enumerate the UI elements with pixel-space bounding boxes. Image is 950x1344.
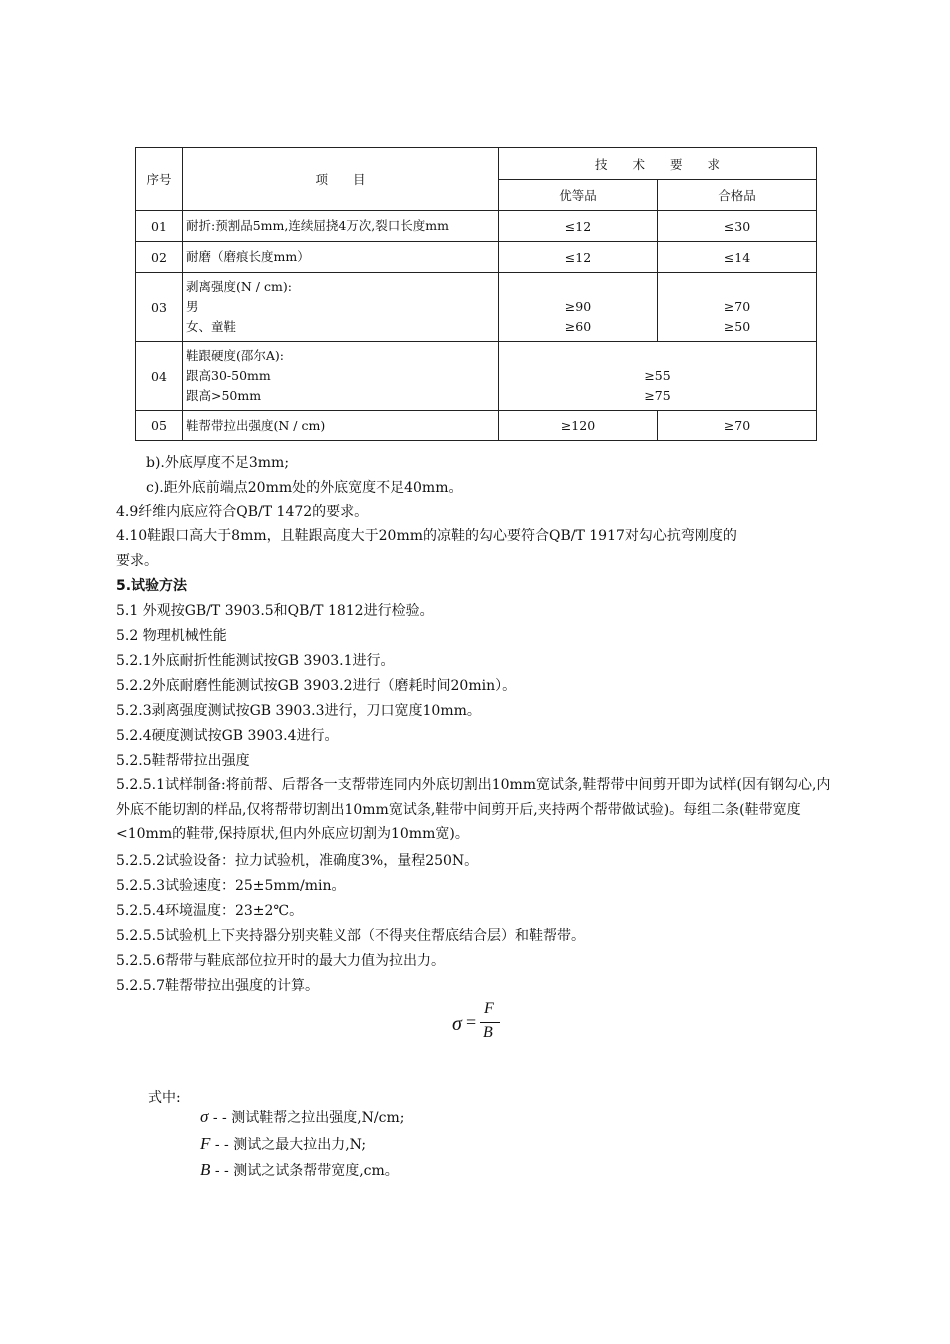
- legend-item: [200, 1108, 404, 1127]
- header-qualified: 合格品: [658, 180, 817, 211]
- table-row: [136, 211, 817, 242]
- row-value-line: ≥55: [644, 368, 671, 383]
- row-no: 03: [136, 273, 183, 342]
- section-5-2-5-6: 5.2.5.6帮带与鞋底部位拉开时的最大力值为拉出力。: [116, 953, 445, 969]
- section-4-10-line1: 4.10鞋跟口高大于8mm，且鞋跟高度大于20mm的凉鞋的勾心要符合QB/T 1917对勾心抗弯刚度的: [116, 528, 737, 544]
- clause-b: b).外底厚度不足3mm;: [146, 455, 290, 471]
- header-no: 序号: [136, 148, 183, 211]
- section-5-2-5-7: 5.2.5.7鞋帮带拉出强度的计算。: [116, 978, 319, 994]
- row-no: 05: [136, 411, 183, 441]
- row-item-line: 鞋帮带拉出强度(N / cm): [186, 417, 326, 433]
- section-5-2: 5.2 物理机械性能: [116, 628, 227, 644]
- legend-text: 测试之最大拉出力,N;: [233, 1137, 367, 1153]
- row-item-line: 剥离强度(N / cm):: [186, 279, 292, 294]
- header-tech-requirements: 技 术 要 求: [499, 148, 817, 180]
- table-row: [136, 242, 817, 273]
- row-value-line: ≥50: [723, 319, 751, 334]
- row-value-line: ≥90: [564, 299, 592, 314]
- legend-item: [200, 1135, 366, 1154]
- section-4-10-line2: 要求。: [116, 553, 158, 569]
- legend-symbol: σ: [200, 1107, 209, 1126]
- row-excellent: ≤12: [499, 242, 658, 273]
- formula-numerator: F: [484, 1000, 494, 1017]
- formula-sigma: σ: [452, 1013, 462, 1035]
- legend-intro: 式中:: [148, 1090, 181, 1106]
- legend-symbol: B: [200, 1160, 211, 1179]
- row-item-line: 跟高30-50mm: [186, 368, 271, 383]
- row-item: [183, 273, 499, 342]
- row-value-line: ≥70: [723, 299, 751, 314]
- row-value-line: ≥75: [644, 388, 671, 403]
- row-item: [183, 342, 499, 411]
- header-item: 项 目: [183, 148, 499, 211]
- row-item-line: 女、童鞋: [186, 319, 237, 334]
- row-item-line: 男: [186, 299, 199, 314]
- table-row: [136, 411, 817, 441]
- clause-c: c).距外底前端点20mm处的外底宽度不足40mm。: [146, 480, 463, 496]
- section-5-2-5-1: 5.2.5.1试样制备:将前帮、后帮各一支帮带连同内外底切割出10mm宽试条,鞋帮带中间剪开即为试样(因有钢勾心,内外底不能切割的样品,仅将帮带切割出10mm宽试条,鞋带中间剪开后,夹持两个帮带做试验)。每组二条(鞋带宽度<10mm的鞋带,保持原状,但内外底应切割为10mm宽)。: [116, 777, 831, 842]
- legend-dash: - -: [214, 1137, 229, 1153]
- section-5-heading: 5.试验方法: [116, 578, 188, 594]
- section-5-2-4: 5.2.4硬度测试按GB 3903.4进行。: [116, 728, 339, 744]
- row-qualified: ≥70: [658, 411, 817, 441]
- strength-formula: [448, 1000, 528, 1050]
- table-row: [136, 273, 817, 342]
- legend-item: [200, 1161, 399, 1180]
- section-5-2-5-5: 5.2.5.5试验机上下夹持器分别夹鞋义部（不得夹住帮底结合层）和鞋帮带。: [116, 928, 585, 944]
- table-header-row: [136, 148, 817, 180]
- row-item-line: 耐磨（磨痕长度mm）: [186, 249, 310, 264]
- section-5-1: 5.1 外观按GB/T 3903.5和QB/T 1812进行检验。: [116, 603, 434, 619]
- formula-equals: =: [466, 1012, 477, 1032]
- row-excellent: [499, 273, 658, 342]
- row-item-line: 跟高>50mm: [186, 388, 262, 403]
- legend-dash: - -: [214, 1163, 229, 1179]
- section-5-2-5-4: 5.2.5.4环境温度：23±2℃。: [116, 903, 304, 919]
- formula-denominator: B: [483, 1024, 493, 1041]
- row-no: 01: [136, 211, 183, 242]
- row-excellent: ≥120: [499, 411, 658, 441]
- row-excellent: ≤12: [499, 211, 658, 242]
- section-5-2-5: 5.2.5鞋帮带拉出强度: [116, 753, 250, 769]
- legend-text: 测试之试条帮带宽度,cm。: [233, 1163, 399, 1179]
- row-qualified: ≤14: [658, 242, 817, 273]
- section-4-9: 4.9纤维内底应符合QB/T 1472的要求。: [116, 504, 369, 520]
- table-row: [136, 342, 817, 411]
- row-no: 04: [136, 342, 183, 411]
- legend-text: 测试鞋帮之拉出强度,N/cm;: [231, 1110, 405, 1126]
- row-item-line: 耐折:预割品5mm,连续屈挠4万次,裂口长度mm: [186, 218, 449, 233]
- row-item: [183, 411, 499, 441]
- section-5-2-2: 5.2.2外底耐磨性能测试按GB 3903.2进行（磨耗时间20min）。: [116, 678, 517, 694]
- row-merged-value: [499, 342, 817, 411]
- legend-dash: - -: [212, 1110, 227, 1126]
- fraction-bar: [480, 1022, 500, 1023]
- row-item: [183, 211, 499, 242]
- section-5-2-5-2: 5.2.5.2试验设备：拉力试验机，准确度3%，量程250N。: [116, 853, 479, 869]
- requirements-table: [135, 147, 817, 441]
- section-5-2-5-3: 5.2.5.3试验速度：25±5mm/min。: [116, 878, 346, 894]
- section-5-2-1: 5.2.1外底耐折性能测试按GB 3903.1进行。: [116, 653, 395, 669]
- header-excellent: 优等品: [499, 180, 658, 211]
- row-value-line: ≥60: [564, 319, 592, 334]
- section-5-2-3: 5.2.3剥离强度测试按GB 3903.3进行，刀口宽度10mm。: [116, 703, 481, 719]
- row-item-line: 鞋跟硬度(邵尔A):: [186, 348, 284, 363]
- row-qualified: ≤30: [658, 211, 817, 242]
- row-item: [183, 242, 499, 273]
- legend-symbol: F: [200, 1134, 211, 1153]
- row-qualified: [658, 273, 817, 342]
- row-no: 02: [136, 242, 183, 273]
